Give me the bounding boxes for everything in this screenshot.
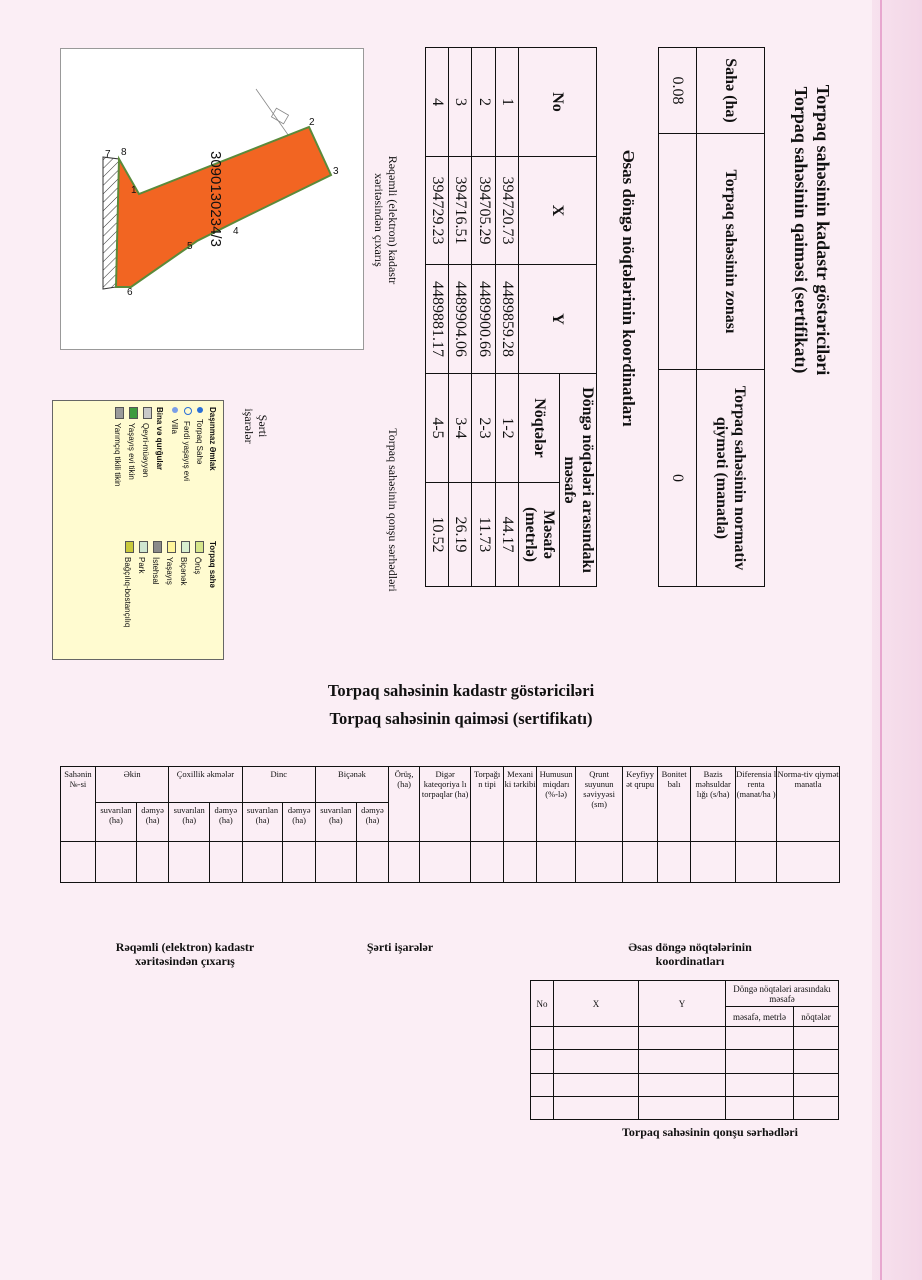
cell-y: 4489900.66 — [472, 265, 495, 374]
lower-title-line1: Torpaq sahəsinin kadastr göstəriciləri — [327, 681, 595, 700]
vertex-label: 4 — [233, 226, 239, 237]
coords-title: Əsas döngə nöqtələrinin koordinatları — [619, 150, 638, 427]
rotated-title — [790, 40, 834, 420]
legend-item — [170, 407, 179, 527]
swatch-icon — [181, 541, 190, 553]
legend-item-label: Biçənək — [179, 557, 188, 586]
legend-item-label: Qeyri-müəyyən — [141, 423, 150, 478]
lower-map-caption: Rəqəmli (elektron) kadastr xəritəsindən çıxarış — [115, 940, 255, 968]
sub-demye: dəmyə (ha) — [356, 803, 388, 842]
parcel-id-label: 3090130234/3 — [207, 151, 224, 247]
cell-points: 2-3 — [472, 374, 495, 483]
cell-y: 4489859.28 — [495, 265, 518, 374]
zone-value — [659, 134, 697, 370]
swatch-icon — [143, 407, 152, 419]
legend-item — [193, 541, 204, 651]
map-legend — [52, 400, 224, 660]
villa-icon — [172, 407, 178, 413]
cadastral-indicators-table — [60, 766, 840, 883]
lower-col-x: X — [554, 981, 639, 1027]
coord-col-y: Y — [519, 265, 597, 374]
cell-points: 1-2 — [495, 374, 518, 483]
swatch-icon — [139, 541, 148, 553]
table-row — [495, 48, 518, 587]
coord-col-x: X — [519, 157, 597, 265]
area-header: Sahə (ha) — [697, 48, 765, 134]
normative-value-header: Torpaq sahəsinin normativ qiymәti (manatla) — [697, 370, 765, 587]
col-qrunt: Qrunt suyunun səviyyəsi (sm) — [576, 767, 623, 842]
swatch-icon — [125, 541, 134, 553]
col-humus: Humusun miqdarı (%-lə) — [537, 767, 576, 842]
lower-col-points: nöqtələr — [794, 1007, 839, 1027]
legend-left-title: Daşınmaz Əmlak — [208, 407, 217, 471]
legend-item — [123, 541, 134, 651]
legend-item — [113, 407, 124, 527]
legend-item — [141, 407, 152, 527]
cell-distance: 44.17 — [495, 483, 518, 587]
cell-distance: 10.52 — [426, 483, 449, 587]
cadastral-map — [60, 48, 364, 350]
vertex-label: 6 — [127, 287, 133, 298]
sub-suvarilan: suvarılan (ha) — [242, 803, 283, 842]
cell-no: 3 — [449, 48, 472, 157]
legend-item-label: Yaşayış evi tikin — [127, 423, 136, 480]
swatch-icon — [129, 407, 138, 419]
lower-coordinates-table — [530, 980, 839, 1120]
legend-item-label: Villa — [170, 419, 179, 434]
legend-item-label: Park — [137, 557, 146, 574]
cell-points: 3-4 — [449, 374, 472, 483]
col-group-ekin: Əkin — [96, 767, 169, 803]
lower-legend-caption: Şərti işarələr — [366, 940, 434, 954]
col-mexaniki: Mexani ki tərkibi — [504, 767, 537, 842]
legend-content — [53, 401, 223, 659]
lower-col-distance: Döngə nöqtələri arasındakı məsafə — [726, 981, 839, 1007]
neighbor-building — [271, 108, 288, 124]
col-bonitet: Bonitet balı — [658, 767, 691, 842]
table-row — [449, 48, 472, 587]
cell-no: 4 — [426, 48, 449, 157]
sub-demye: dəmyə (ha) — [210, 803, 242, 842]
cell-distance: 26.19 — [449, 483, 472, 587]
zone-header: Torpaq sahəsinin zonası — [697, 134, 765, 370]
lower-neighbors-caption: Torpaq sahəsinin qonşu sərhədləri — [622, 1125, 798, 1139]
cell-distance: 11.73 — [472, 483, 495, 587]
col-group-bicenek: Biçənək — [315, 767, 388, 803]
house-icon — [184, 407, 192, 415]
sub-suvarilan: suvarılan (ha) — [315, 803, 356, 842]
lower-title-line2: Torpaq sahəsinin qaiməsi (sertifikatı) — [329, 709, 593, 728]
legend-item — [195, 407, 204, 527]
cell-x: 394720.73 — [495, 157, 518, 265]
col-group-coxillik: Çoxillik əkmələr — [169, 767, 242, 803]
legend-right-col — [120, 541, 217, 651]
legend-item-label: Fərdi yaşayış evi — [182, 421, 191, 482]
cell-no: 2 — [472, 48, 495, 157]
cell-y: 4489904.06 — [449, 265, 472, 374]
legend-item-label: Bağçılıq-bostançılıq — [123, 557, 132, 628]
legend-item-label: Örüş — [193, 557, 202, 575]
sub-suvarilan: suvarılan (ha) — [96, 803, 137, 842]
cell-y: 4489881.17 — [426, 265, 449, 374]
vertex-label: 2 — [309, 117, 315, 128]
legend-item — [127, 407, 138, 527]
legend-item — [151, 541, 162, 651]
lower-coords-caption: Əsas döngə nöqtələrinin koordinatları — [628, 940, 752, 968]
legend-caption: Şərti işarələr — [242, 408, 270, 444]
legend-item-label: Yaşayış — [165, 557, 174, 585]
table-row — [531, 1050, 839, 1073]
table-row — [531, 1027, 839, 1050]
legend-item — [179, 541, 190, 651]
swatch-icon — [195, 541, 204, 553]
legend-item — [182, 407, 192, 527]
col-diger: Digər kateqoriya lı torpaqlar (ha) — [420, 767, 471, 842]
legend-left-col — [110, 407, 217, 527]
vertex-label: 5 — [187, 241, 193, 252]
cell-no: 1 — [495, 48, 518, 157]
parcel-map-svg — [61, 49, 363, 349]
vertex-label: 1 — [131, 185, 137, 196]
table-row — [61, 842, 840, 883]
coord-col-meters: Məsafə (metrlə) — [519, 483, 560, 587]
vertex-label: 3 — [333, 166, 339, 177]
coord-col-points: Nöqtələr — [519, 374, 560, 483]
swatch-icon — [115, 407, 124, 419]
legend-item — [137, 541, 148, 651]
vertex-label: 7 — [105, 149, 111, 160]
col-keyfiyyet: Keyfiyy ət qrupu — [623, 767, 658, 842]
rotated-title-line2: Torpaq sahəsinin qaiməsi (sertifikatı) — [791, 86, 811, 374]
col-normativ: Norma-tiv qiymət manatla — [777, 767, 840, 842]
swatch-icon — [167, 541, 176, 553]
table-row — [426, 48, 449, 587]
lower-col-y: Y — [639, 981, 726, 1027]
lower-col-no: No — [531, 981, 554, 1027]
table-row — [472, 48, 495, 587]
table-row — [531, 1073, 839, 1096]
col-diferensial: Diferensia l renta (manat/ha ) — [736, 767, 777, 842]
col-orus: Örüş, (ha) — [389, 767, 420, 842]
map-caption: Rəqəmli (elektron) kadastr xəritəsindən çıxarış — [372, 155, 400, 285]
col-parcel-no: Sahənin №-si — [61, 767, 96, 842]
sub-demye: dəmyə (ha) — [136, 803, 168, 842]
area-value: 0.08 — [659, 48, 697, 134]
neighbors-caption: Torpaq sahəsinin qonşu sərhədləri — [386, 428, 400, 592]
cell-points: 4-5 — [426, 374, 449, 483]
legend-item-label: Yarımçıq tikili tikin — [113, 423, 122, 487]
coord-col-no: No — [519, 48, 597, 157]
legend-item — [165, 541, 176, 651]
legend-item-label: Torpaq Sahə — [195, 419, 204, 465]
swatch-icon — [153, 541, 162, 553]
col-group-dinc: Dinc — [242, 767, 315, 803]
coordinates-table — [425, 47, 597, 587]
vertex-label: 8 — [121, 147, 127, 158]
summary-table — [658, 47, 765, 587]
cell-x: 394716.51 — [449, 157, 472, 265]
legend-right-title: Torpaq sahə — [208, 541, 217, 588]
rotated-title-line1: Torpaq sahəsinin kadastr göstəriciləri — [813, 84, 833, 376]
legend-item-label: İstehsal — [151, 557, 160, 585]
dot-icon — [197, 407, 203, 413]
col-bazis: Bazis məhsuldar lığı (s/ha) — [691, 767, 736, 842]
page-border-line — [880, 0, 882, 1280]
table-row — [531, 1096, 839, 1119]
sub-demye: dəmyə (ha) — [283, 803, 315, 842]
col-torpaq-tipi: Torpağı n tipi — [471, 767, 504, 842]
sub-suvarilan: suvarılan (ha) — [169, 803, 210, 842]
coord-col-distance: Döngə nöqtələri arasındakı məsafə — [560, 374, 597, 587]
normative-value: 0 — [659, 370, 697, 587]
lower-col-meters: məsafə, metrlə — [726, 1007, 794, 1027]
cell-x: 394705.29 — [472, 157, 495, 265]
cell-x: 394729.23 — [426, 157, 449, 265]
legend-left-group: Bina və qurğular — [155, 407, 164, 471]
